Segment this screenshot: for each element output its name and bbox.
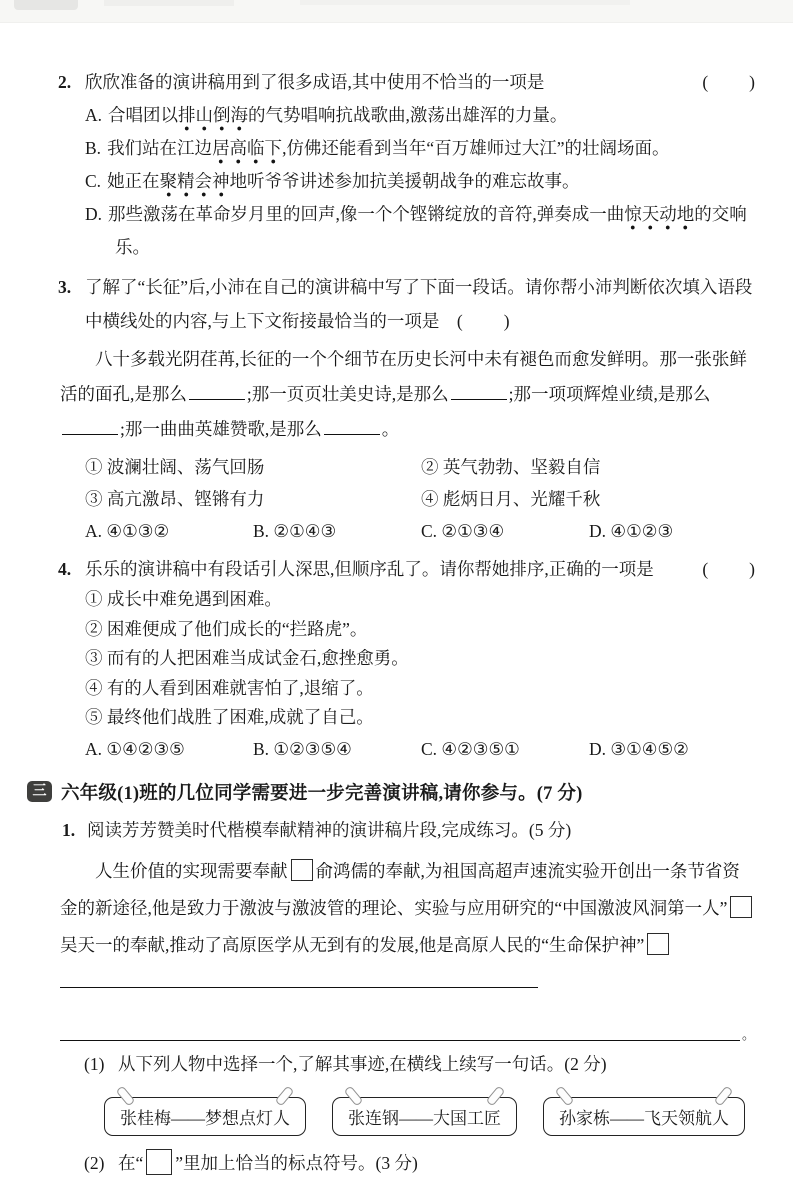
fill-in-blank [324,417,380,436]
question-2-answer-bracket: ( ) [702,72,757,92]
scan-artifact [14,0,78,10]
question-3-stem: 了解了“长征”后,小沛在自己的演讲稿中写了下面一段话。请你帮小沛判断依次填入语段中横线处的内容,与上下文衔接最恰当的一项是 ( ) [85,277,753,331]
fill-in-blank [189,382,245,401]
question-3-number: 3. [58,277,72,297]
question-4-answer-row [85,733,757,765]
question-3-answer-row [85,515,757,547]
question-4 [58,553,757,765]
punctuation-box [730,896,752,918]
card-zhang-guimei: 张桂梅——梦想点灯人 [104,1097,306,1136]
subitem-2-text: 在“ ”里加上恰当的标点符号。(3 分) [118,1148,418,1178]
section-3-title: 六年级(1)班的几位同学需要进一步完善演讲稿,请你参与。(7 分) [61,783,583,804]
sentence-5: ⑤ 最终他们战胜了困难,成就了自己。 [85,707,374,727]
subitem-2: (2) 在“ ”里加上恰当的标点符号。(3 分) [84,1148,757,1178]
subquestion-1-number: 1. [62,819,76,840]
answer-b: B. ①②③⑤④ [253,738,352,759]
emphasized-idiom: 惊天动地 [624,204,694,231]
punctuation-box [647,933,669,955]
paperclip-icon [555,1085,575,1106]
answer-c: C. ④②③⑤① [421,738,520,759]
emphasized-idiom: 排山倒海 [178,105,248,132]
fill-in-blank [62,417,118,436]
question-4-stem: 乐乐的演讲稿中有段话引人深思,但顺序乱了。请你帮她排序,正确的一项是 [85,559,654,579]
continuation-underline [60,969,538,988]
question-2 [58,65,757,264]
section-3-header [27,779,757,805]
person-name-cards [104,1097,757,1136]
fill-in-blank [451,382,507,401]
page-top-scan-edge [0,0,793,23]
choice-1: ① 波澜壮阔、荡气回肠 [85,457,265,477]
subitem-1-text: 从下列人物中选择一个,了解其事迹,在横线上续写一句话。(2 分) [118,1053,607,1074]
question-3-choices [85,451,757,515]
punctuation-box [291,859,313,881]
paperclip-icon [486,1085,506,1106]
emphasized-idiom: 居高临下 [212,138,282,165]
question-2-option-c: C. 她正在聚精会神地听爷爷讲述参加抗美援朝战争的难忘故事。 [85,165,757,198]
sentence-4: ④ 有的人看到困难就害怕了,退缩了。 [85,677,374,698]
question-4-number: 4. [58,559,72,579]
subquestion-1 [62,815,757,845]
subitem-1: (1) 从下列人物中选择一个,了解其事迹,在横线上续写一句话。(2 分) [84,1049,757,1079]
question-3-passage: 八十多载光阴荏苒,长征的一个个细节在历史长河中未有褪色而愈发鲜明。那一张张鲜活的面孔,是那么 ;那一页页壮美史诗,是那么 ;那一项项辉煌业绩,是那么;那一曲曲英雄赞歌,是那么 。 [60,349,747,439]
line-end-period: 。 [741,1026,755,1042]
question-2-option-b: B. 我们站在江边居高临下,仿佛还能看到当年“百万雄师过大江”的壮阔场面。 [85,132,757,165]
exam-page [0,23,793,1178]
card-sun-jiadong: 孙家栋——飞天领航人 [543,1097,745,1136]
subquestion-1-text: 阅读芳芳赞美时代楷模奉献精神的演讲稿片段,完成练习。(5 分) [87,819,572,840]
question-3 [58,270,757,547]
sentence-1: ① 成长中难免遇到困难。 [85,589,282,609]
answer-c: C. ②①③④ [421,521,505,541]
choice-2: ② 英气勃勃、坚毅自信 [421,457,601,477]
question-2-stem: 欣欣准备的演讲稿用到了很多成语,其中使用不恰当的一项是 [85,72,545,92]
section-badge-icon: 三 [27,781,52,802]
paperclip-icon [714,1085,734,1106]
choice-4: ④ 彪炳日月、光耀千秋 [421,489,601,509]
emphasized-idiom: 聚精会神 [160,171,230,198]
question-4-items [85,585,757,733]
sentence-3: ③ 而有的人把困难当成试金石,愈挫愈勇。 [85,648,409,668]
card-zhang-liangang: 张连钢——大国工匠 [332,1097,517,1136]
full-width-underline [60,1015,755,1041]
punctuation-box [146,1149,172,1175]
paperclip-icon [344,1085,364,1106]
answer-b: B. ②①④③ [253,521,337,541]
question-3-answer-bracket: ( ) [456,311,512,331]
answer-a: A. ④①③② [85,521,170,541]
scan-artifact [104,0,234,6]
answer-a: A. ①④②③⑤ [85,738,185,759]
question-2-number: 2. [58,72,72,92]
choice-3: ③ 高亢激昂、铿锵有力 [85,489,265,509]
paperclip-icon [116,1085,136,1106]
scan-artifact [300,0,630,5]
question-2-option-d: D. 那些激荡在革命岁月里的回声,像一个个铿锵绽放的音符,弹奏成一曲惊天动地的交响乐。 [85,204,747,257]
paperclip-icon [275,1085,295,1106]
answer-d: D. ③①④⑤② [589,738,689,759]
answer-d: D. ④①②③ [589,521,674,541]
question-4-answer-bracket: ( ) [702,559,757,579]
sentence-2: ② 困难便成了他们成长的“拦路虎”。 [85,618,368,639]
question-2-option-a: A. 合唱团以排山倒海的气势唱响抗战歌曲,激荡出雄浑的力量。 [85,99,757,132]
speech-draft-passage: 人生价值的实现需要奉献 俞鸿儒的奉献,为祖国高超声速流实验开创出一条节省资金的新途径,他是致力于激波与激波管的理论、实验与应用研究的“中国激波风洞第一人”吴天一的奉献,推动了高原医学从无到有的发展,他是高原人民的“生命保护神” [60,853,757,1001]
